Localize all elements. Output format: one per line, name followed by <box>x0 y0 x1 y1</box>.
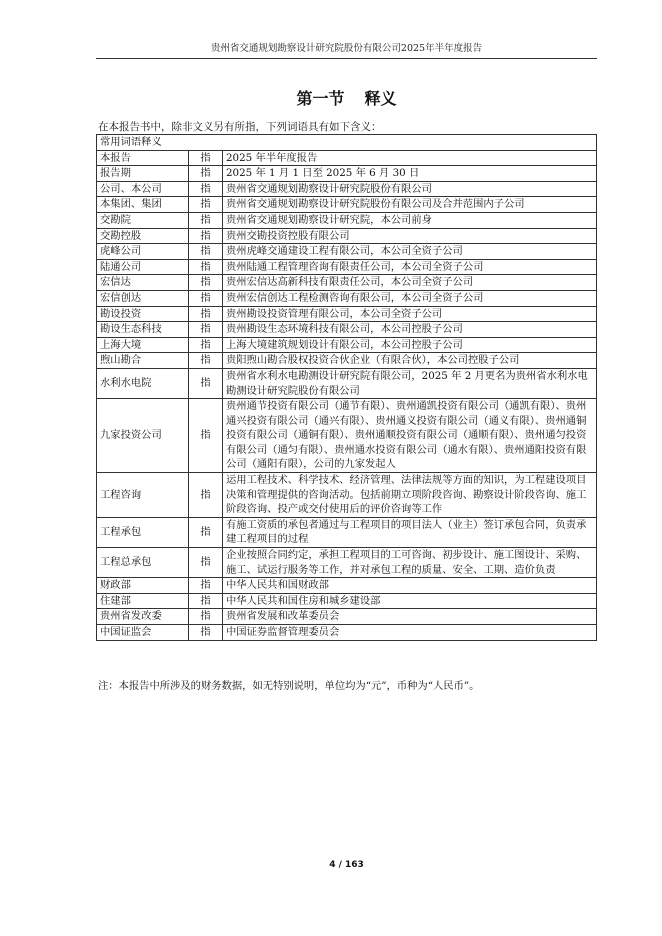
table-row <box>97 290 597 306</box>
page-number: 4 / 163 <box>329 860 364 870</box>
table-row <box>97 150 597 166</box>
table-row <box>97 399 597 473</box>
header-divider <box>96 58 597 59</box>
table-row <box>97 244 597 260</box>
glossary-term: 贵州省发改委 <box>97 609 189 625</box>
glossary-definition: 中华人民共和国财政部 <box>223 578 597 594</box>
glossary-term: 工程总承包 <box>97 548 189 578</box>
glossary-definition: 贵州勘设生态环境科技有限公司，本公司控股子公司 <box>223 322 597 338</box>
glossary-marker: 指 <box>189 228 223 244</box>
glossary-term: 交勘控股 <box>97 228 189 244</box>
glossary-marker: 指 <box>189 306 223 322</box>
section-title <box>96 86 597 109</box>
intro-text: 在本报告书中，除非文义另有所指，下列词语具有如下含义： <box>98 121 382 133</box>
glossary-definition: 贵州陆通工程管理咨询有限责任公司，本公司全资子公司 <box>223 259 597 275</box>
glossary-marker: 指 <box>189 212 223 228</box>
glossary-marker: 指 <box>189 166 223 182</box>
glossary-term: 中国证监会 <box>97 625 189 641</box>
table-header-row <box>97 135 597 151</box>
glossary-definition: 上海大境建筑规划设计有限公司，本公司控股子公司 <box>223 337 597 353</box>
table-row <box>97 197 597 213</box>
table-row <box>97 548 597 578</box>
glossary-definition: 贵州宏信创达工程检测咨询有限公司，本公司全资子公司 <box>223 290 597 306</box>
glossary-marker: 指 <box>189 150 223 166</box>
glossary-term: 工程咨询 <box>97 473 189 518</box>
glossary-term: 本集团、集团 <box>97 197 189 213</box>
table-row <box>97 306 597 322</box>
glossary-marker: 指 <box>189 322 223 338</box>
glossary-term: 水利水电院 <box>97 368 189 398</box>
table-row <box>97 212 597 228</box>
glossary-definition: 贵州勘设投资管理有限公司，本公司全资子公司 <box>223 306 597 322</box>
table-header-cell: 常用词语释义 <box>97 135 597 151</box>
glossary-marker: 指 <box>189 625 223 641</box>
glossary-definition: 有施工资质的承包者通过与工程项目的项目法人（业主）签订承包合同，负责承建工程项目的过程 <box>223 517 597 547</box>
glossary-term: 住建部 <box>97 593 189 609</box>
glossary-term: 财政部 <box>97 578 189 594</box>
glossary-definition: 中华人民共和国住房和城乡建设部 <box>223 593 597 609</box>
glossary-marker: 指 <box>189 337 223 353</box>
glossary-term: 工程承包 <box>97 517 189 547</box>
running-header: 贵州省交通规划勘察设计研究院股份有限公司2025年半年度报告 <box>210 43 483 54</box>
glossary-marker: 指 <box>189 517 223 547</box>
glossary-term: 勘设投资 <box>97 306 189 322</box>
glossary-term: 宏信创达 <box>97 290 189 306</box>
table-row <box>97 322 597 338</box>
table-row <box>97 609 597 625</box>
glossary-marker: 指 <box>189 353 223 369</box>
table-row <box>97 473 597 518</box>
glossary-term: 陆通公司 <box>97 259 189 275</box>
table-row <box>97 259 597 275</box>
glossary-marker: 指 <box>189 473 223 518</box>
table-row <box>97 353 597 369</box>
glossary-definition: 2025 年 1 月 1 日至 2025 年 6 月 30 日 <box>223 166 597 182</box>
glossary-marker: 指 <box>189 244 223 260</box>
glossary-term: 宏信达 <box>97 275 189 291</box>
table-row <box>97 593 597 609</box>
glossary-definition: 运用工程技术、科学技术、经济管理、法律法规等方面的知识，为工程建设项目决策和管理提供的咨询活动。包括前期立项阶段咨询、勘察设计阶段咨询、施工阶段咨询、投产或交付使用后的评价咨询等工作 <box>223 473 597 518</box>
glossary-term: 本报告 <box>97 150 189 166</box>
glossary-marker: 指 <box>189 259 223 275</box>
table-row <box>97 166 597 182</box>
table-row <box>97 337 597 353</box>
glossary-term: 上海大境 <box>97 337 189 353</box>
table-row <box>97 578 597 594</box>
glossary-definition: 贵州虎峰交通建设工程有限公司，本公司全资子公司 <box>223 244 597 260</box>
footnote: 注：本报告中所涉及的财务数据，如无特别说明，单位均为“元”，币种为“人民币”。 <box>98 680 480 692</box>
glossary-definition: 企业按照合同约定，承担工程项目的工可咨询、初步设计、施工图设计、采购、施工、试运行服务等工作，并对承包工程的质量、安全、工期、造价负责 <box>223 548 597 578</box>
table-row <box>97 625 597 641</box>
glossary-definition: 中国证券监督管理委员会 <box>223 625 597 641</box>
table-row <box>97 368 597 398</box>
glossary-term: 公司、本公司 <box>97 181 189 197</box>
glossary-marker: 指 <box>189 181 223 197</box>
table-row <box>97 228 597 244</box>
glossary-marker: 指 <box>189 593 223 609</box>
glossary-marker: 指 <box>189 197 223 213</box>
glossary-term: 报告期 <box>97 166 189 182</box>
glossary-definition: 贵州宏信达高新科技有限责任公司，本公司全资子公司 <box>223 275 597 291</box>
glossary-term: 煦山勘合 <box>97 353 189 369</box>
glossary-marker: 指 <box>189 275 223 291</box>
glossary-marker: 指 <box>189 609 223 625</box>
glossary-definition: 贵州省交通规划勘察设计研究院，本公司前身 <box>223 212 597 228</box>
section-name: 释义 <box>364 89 397 108</box>
glossary-term: 交勘院 <box>97 212 189 228</box>
glossary-marker: 指 <box>189 399 223 473</box>
glossary-definition: 贵州省交通规划勘察设计研究院股份有限公司及合并范围内子公司 <box>223 197 597 213</box>
glossary-marker: 指 <box>189 290 223 306</box>
glossary-definition: 贵州省交通规划勘察设计研究院股份有限公司 <box>223 181 597 197</box>
glossary-definition: 贵州交勘投资控股有限公司 <box>223 228 597 244</box>
glossary-table <box>96 134 597 641</box>
glossary-definition: 贵阳煦山勘合股权投资合伙企业（有限合伙），本公司控股子公司 <box>223 353 597 369</box>
glossary-definition: 贵州省发展和改革委员会 <box>223 609 597 625</box>
glossary-marker: 指 <box>189 548 223 578</box>
section-number: 第一节 <box>296 89 345 108</box>
glossary-marker: 指 <box>189 578 223 594</box>
glossary-definition: 贵州通节投资有限公司（通节有限）、贵州通凯投资有限公司（通凯有限）、贵州通兴投资有限公司（通兴有限）、贵州通义投资有限公司（通义有限）、贵州通铜投资有限公司（通铜有限）、贵州通顺投资有限公司（通顺有限）、贵州通匀投资有限公司（通匀有限）、贵州通水投资有限公司（通水有限）、贵州通阳投资有限公司（通阳有限），公司的九家发起人 <box>223 399 597 473</box>
glossary-term: 虎峰公司 <box>97 244 189 260</box>
glossary-term: 勘设生态科技 <box>97 322 189 338</box>
glossary-definition: 2025 年半年度报告 <box>223 150 597 166</box>
table-row <box>97 181 597 197</box>
glossary-term: 九家投资公司 <box>97 399 189 473</box>
glossary-definition: 贵州省水利水电勘测设计研究院有限公司，2025 年 2 月更名为贵州省水利水电勘测设计研究院股份有限公司 <box>223 368 597 398</box>
table-row <box>97 517 597 547</box>
table-row <box>97 275 597 291</box>
glossary-marker: 指 <box>189 368 223 398</box>
